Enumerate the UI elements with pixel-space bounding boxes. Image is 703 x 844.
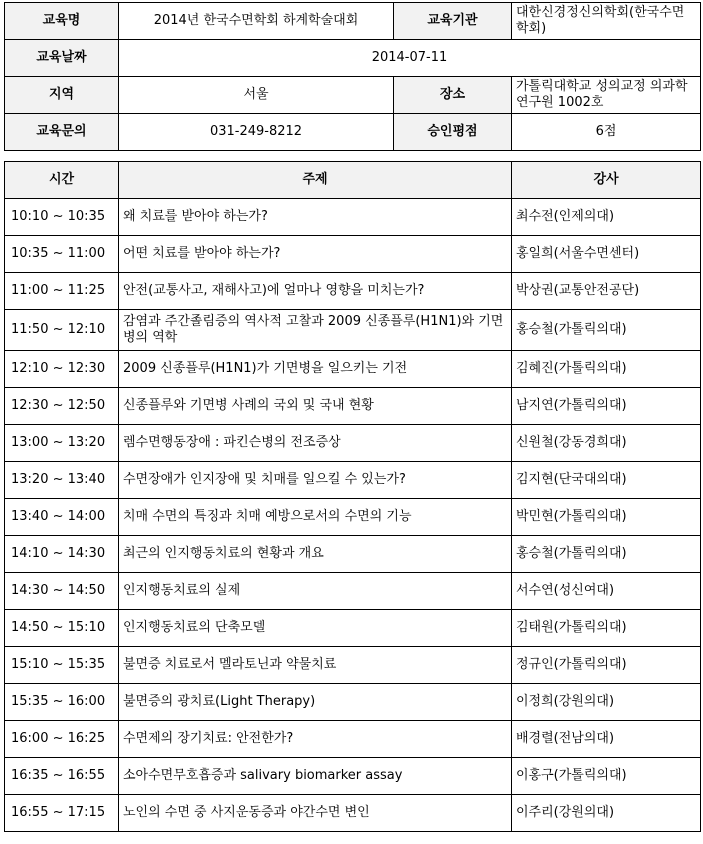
region-label: 지역 <box>5 77 119 114</box>
topic-cell: 신종플루와 기면병 사례의 국외 및 국내 현황 <box>119 388 512 425</box>
time-cell: 13:20 ~ 13:40 <box>5 462 119 499</box>
speaker-cell: 홍일희(서울수면센터) <box>512 236 701 273</box>
time-header: 시간 <box>5 162 119 199</box>
schedule-row <box>5 273 701 310</box>
time-cell: 13:40 ~ 14:00 <box>5 499 119 536</box>
topic-header: 주제 <box>119 162 512 199</box>
date-label: 교육날짜 <box>5 40 119 77</box>
schedule-row <box>5 647 701 684</box>
speaker-cell: 남지연(가톨릭의대) <box>512 388 701 425</box>
schedule-row <box>5 795 701 832</box>
institution-value: 대한신경정신의학회(한국수면학회) <box>512 3 701 40</box>
schedule-row <box>5 462 701 499</box>
topic-cell: 안전(교통사고, 재해사고)에 얼마나 영향을 미치는가? <box>119 273 512 310</box>
venue-label: 장소 <box>394 77 512 114</box>
topic-cell: 왜 치료를 받아야 하는가? <box>119 199 512 236</box>
speaker-cell: 이주리(강원의대) <box>512 795 701 832</box>
speaker-cell: 김태원(가톨릭의대) <box>512 610 701 647</box>
speaker-cell: 서수연(성신여대) <box>512 573 701 610</box>
schedule-row <box>5 388 701 425</box>
speaker-cell: 정규인(가톨릭의대) <box>512 647 701 684</box>
speaker-cell: 박민현(가톨릭의대) <box>512 499 701 536</box>
course-name-value: 2014년 한국수면학회 하계학술대회 <box>119 3 394 40</box>
speaker-cell: 김혜진(가톨릭의대) <box>512 351 701 388</box>
speaker-cell: 이홍구(가톨릭의대) <box>512 758 701 795</box>
topic-cell: 노인의 수면 중 사지운동증과 야간수면 변인 <box>119 795 512 832</box>
time-cell: 12:10 ~ 12:30 <box>5 351 119 388</box>
speaker-cell: 이정희(강원의대) <box>512 684 701 721</box>
time-cell: 16:55 ~ 17:15 <box>5 795 119 832</box>
time-cell: 10:10 ~ 10:35 <box>5 199 119 236</box>
speaker-header: 강사 <box>512 162 701 199</box>
speaker-cell: 최수전(인제의대) <box>512 199 701 236</box>
speaker-cell: 홍승철(가톨릭의대) <box>512 310 701 351</box>
time-cell: 11:00 ~ 11:25 <box>5 273 119 310</box>
schedule-table <box>4 161 701 832</box>
time-cell: 14:30 ~ 14:50 <box>5 573 119 610</box>
credits-label: 승인평점 <box>394 114 512 151</box>
contact-label: 교육문의 <box>5 114 119 151</box>
time-cell: 14:50 ~ 15:10 <box>5 610 119 647</box>
topic-cell: 불면증의 광치료(Light Therapy) <box>119 684 512 721</box>
schedule-row <box>5 573 701 610</box>
schedule-row <box>5 758 701 795</box>
course-name-label: 교육명 <box>5 3 119 40</box>
speaker-cell: 김지현(단국대의대) <box>512 462 701 499</box>
speaker-cell: 배경렬(전남의대) <box>512 721 701 758</box>
time-cell: 15:35 ~ 16:00 <box>5 684 119 721</box>
time-cell: 12:30 ~ 12:50 <box>5 388 119 425</box>
topic-cell: 최근의 인지행동치료의 현황과 개요 <box>119 536 512 573</box>
schedule-row <box>5 236 701 273</box>
topic-cell: 2009 신종플루(H1N1)가 기면병을 일으키는 기전 <box>119 351 512 388</box>
speaker-cell: 박상권(교통안전공단) <box>512 273 701 310</box>
region-value: 서울 <box>119 77 394 114</box>
topic-cell: 어떤 치료를 받아야 하는가? <box>119 236 512 273</box>
schedule-row <box>5 310 701 351</box>
time-cell: 11:50 ~ 12:10 <box>5 310 119 351</box>
time-cell: 13:00 ~ 13:20 <box>5 425 119 462</box>
topic-cell: 렘수면행동장애 : 파킨슨병의 전조증상 <box>119 425 512 462</box>
course-info-table <box>4 2 701 151</box>
time-cell: 16:35 ~ 16:55 <box>5 758 119 795</box>
institution-label: 교육기관 <box>394 3 512 40</box>
topic-cell: 인지행동치료의 단축모델 <box>119 610 512 647</box>
schedule-row <box>5 425 701 462</box>
info-row-region <box>5 77 701 114</box>
speaker-cell: 신원철(강동경희대) <box>512 425 701 462</box>
time-cell: 15:10 ~ 15:35 <box>5 647 119 684</box>
date-value: 2014-07-11 <box>119 40 701 77</box>
schedule-row <box>5 721 701 758</box>
time-cell: 14:10 ~ 14:30 <box>5 536 119 573</box>
credits-value: 6점 <box>512 114 701 151</box>
contact-value: 031-249-8212 <box>119 114 394 151</box>
schedule-body <box>5 199 701 832</box>
topic-cell: 치매 수면의 특징과 치매 예방으로서의 수면의 기능 <box>119 499 512 536</box>
topic-cell: 소아수면무호흡증과 salivary biomarker assay <box>119 758 512 795</box>
topic-cell: 불면증 치료로서 멜라토닌과 약물치료 <box>119 647 512 684</box>
topic-cell: 감염과 주간졸림증의 역사적 고찰과 2009 신종플루(H1N1)와 기면병의 역학 <box>119 310 512 351</box>
topic-cell: 수면제의 장기치료: 안전한가? <box>119 721 512 758</box>
topic-cell: 수면장애가 인지장애 및 치매를 일으킬 수 있는가? <box>119 462 512 499</box>
schedule-header-row <box>5 162 701 199</box>
schedule-row <box>5 351 701 388</box>
schedule-row <box>5 610 701 647</box>
topic-cell: 인지행동치료의 실제 <box>119 573 512 610</box>
schedule-row <box>5 199 701 236</box>
info-row-course-name <box>5 3 701 40</box>
time-cell: 16:00 ~ 16:25 <box>5 721 119 758</box>
schedule-row <box>5 499 701 536</box>
info-row-contact <box>5 114 701 151</box>
venue-value: 가톨릭대학교 성의교정 의과학연구원 1002호 <box>512 77 701 114</box>
schedule-row <box>5 536 701 573</box>
speaker-cell: 홍승철(가톨릭의대) <box>512 536 701 573</box>
schedule-row <box>5 684 701 721</box>
info-row-date <box>5 40 701 77</box>
time-cell: 10:35 ~ 11:00 <box>5 236 119 273</box>
